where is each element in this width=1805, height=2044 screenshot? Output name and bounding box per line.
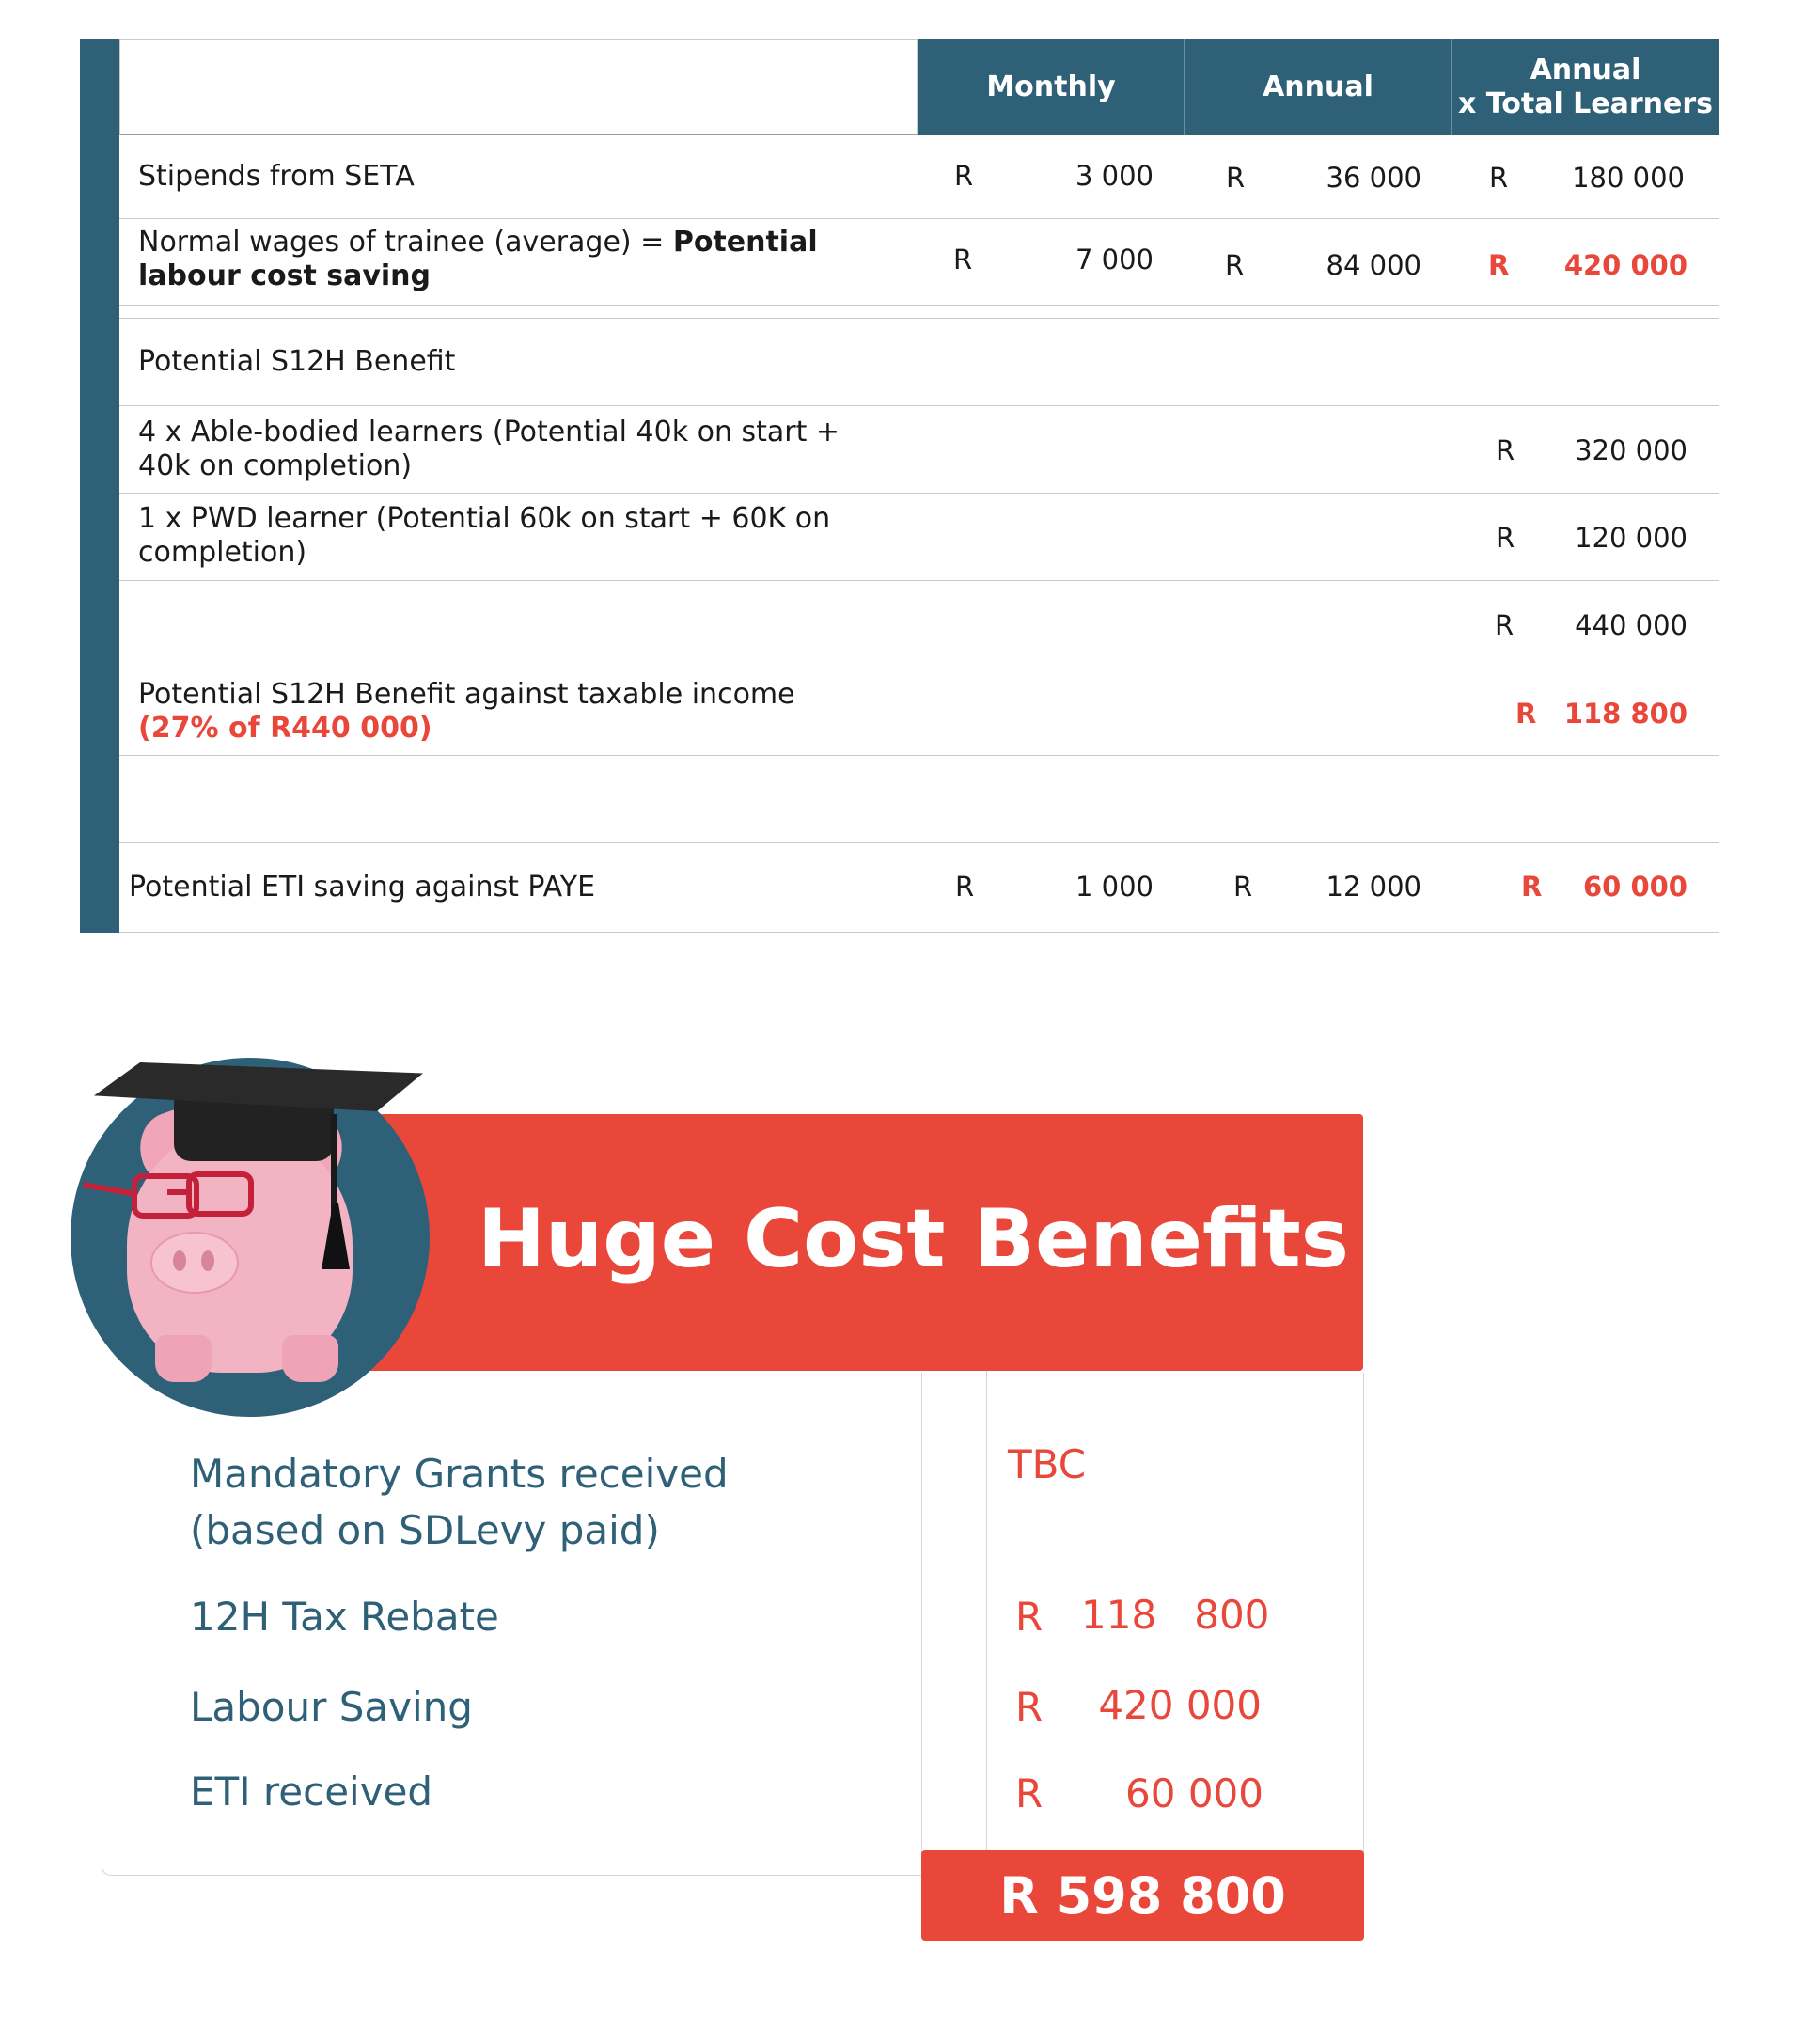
- row-able-bodied-total-currency: R: [1496, 434, 1515, 466]
- grid-line: [119, 218, 1719, 219]
- glasses-lens: [186, 1171, 254, 1217]
- cost-table: [119, 39, 1719, 933]
- table-accent-bar: [80, 39, 119, 933]
- row-stipends-annual-currency: R: [1226, 162, 1246, 194]
- row-wages-monthly: 7 000: [1075, 244, 1154, 275]
- benefits-card-edge: [1363, 1373, 1364, 1852]
- row-eti-annual-currency: R: [1233, 871, 1253, 903]
- benefit-labour-saving-currency: R: [1015, 1684, 1044, 1730]
- glasses-bridge: [167, 1189, 186, 1195]
- pig-nostril: [201, 1250, 214, 1271]
- grid-line: [119, 305, 1719, 306]
- benefits-title: Huge Cost Benefits: [478, 1192, 1349, 1286]
- pig-leg: [282, 1335, 338, 1382]
- pig-nostril: [173, 1250, 186, 1271]
- row-subtotal-currency: R: [1495, 609, 1515, 641]
- row-eti-total-currency: R: [1521, 871, 1543, 903]
- row-eti-label: Potential ETI saving against PAYE: [129, 870, 596, 904]
- row-stipends-total-currency: R: [1489, 162, 1509, 194]
- grid-line: [119, 932, 1719, 933]
- header-divider: [1184, 39, 1185, 135]
- row-subtotal-total: 440 000: [1575, 609, 1687, 641]
- benefit-grants-value: TBC: [1008, 1441, 1087, 1487]
- row-wages-label-plain: Normal wages of trainee (average) =: [138, 226, 673, 259]
- header-annual-total-line1: Annual: [1530, 54, 1641, 86]
- benefits-column-divider: [921, 1373, 922, 1899]
- row-pwd-total: 120 000: [1575, 522, 1687, 554]
- row-wages-total-currency: R: [1488, 249, 1510, 281]
- row-s12h-benefit-label-text: Potential S12H Benefit against taxable income: [138, 678, 795, 711]
- pig-leg: [155, 1335, 212, 1382]
- row-stipends-label: Stipends from SETA: [138, 160, 415, 193]
- grid-line: [119, 405, 1719, 406]
- row-s12h-benefit-label: [138, 678, 890, 746]
- benefit-eti-value: 60 000: [1125, 1770, 1264, 1816]
- row-eti-total: 60 000: [1583, 871, 1687, 903]
- header-monthly: Monthly: [918, 39, 1185, 135]
- grid-line: [119, 755, 1719, 756]
- row-stipends-monthly: 3 000: [1075, 160, 1154, 192]
- row-stipends-monthly-currency: R: [954, 160, 974, 192]
- grid-line: [119, 493, 1719, 494]
- benefit-grants-label-line1: Mandatory Grants received: [190, 1451, 729, 1497]
- row-stipends-annual: 36 000: [1326, 162, 1421, 194]
- benefit-grants-label: [190, 1446, 729, 1559]
- row-s12h-benefit-total-currency: R: [1515, 698, 1537, 730]
- row-eti-monthly: 1 000: [1075, 871, 1154, 903]
- row-able-bodied-label: 4 x Able-bodied learners (Potential 40k on start + 40k on completion): [138, 416, 840, 482]
- row-wages-annual-currency: R: [1225, 249, 1245, 281]
- benefits-total: R 598 800: [999, 1865, 1286, 1926]
- benefit-labour-saving-value: 420 000: [1098, 1682, 1262, 1728]
- row-wages-label-bold: Potential labour cost saving: [138, 226, 818, 292]
- row-able-bodied-total: 320 000: [1575, 434, 1687, 466]
- row-eti-annual: 12 000: [1326, 871, 1421, 903]
- row-wages-monthly-currency: R: [953, 244, 973, 275]
- benefit-eti-currency: R: [1015, 1770, 1044, 1816]
- benefit-grants-label-line2: (based on SDLevy paid): [190, 1507, 660, 1553]
- row-stipends-total: 180 000: [1572, 162, 1685, 194]
- row-wages-annual: 84 000: [1326, 249, 1421, 281]
- benefit-labour-saving-label: Labour Saving: [190, 1684, 473, 1730]
- row-s12h-heading-label: Potential S12H Benefit: [138, 344, 456, 378]
- header-annual-total: [1452, 39, 1719, 135]
- row-eti-monthly-currency: R: [955, 871, 975, 903]
- row-s12h-benefit-total: 118 800: [1563, 698, 1687, 730]
- benefit-eti-label: ETI received: [190, 1769, 433, 1815]
- benefits-total-box: [921, 1850, 1364, 1941]
- header-blank-cell: [119, 39, 918, 135]
- row-pwd-total-currency: R: [1496, 522, 1515, 554]
- row-wages-total: 420 000: [1563, 249, 1687, 281]
- benefit-tax-rebate-value: 118 800: [1081, 1592, 1270, 1638]
- row-wages-label: [138, 226, 890, 293]
- header-annual-total-line2: x Total Learners: [1457, 87, 1714, 120]
- benefit-tax-rebate-currency: R: [1015, 1594, 1044, 1640]
- grid-line: [119, 580, 1719, 581]
- header-divider: [1451, 39, 1452, 135]
- benefit-tax-rebate-label: 12H Tax Rebate: [190, 1594, 499, 1640]
- pig-snout: [150, 1232, 239, 1294]
- header-annual: Annual: [1185, 39, 1452, 135]
- row-pwd-label: 1 x PWD learner (Potential 60k on start + 60K on completion): [138, 502, 831, 569]
- tassel-cord: [331, 1114, 337, 1218]
- row-s12h-benefit-label-note: (27% of R440 000): [138, 712, 432, 745]
